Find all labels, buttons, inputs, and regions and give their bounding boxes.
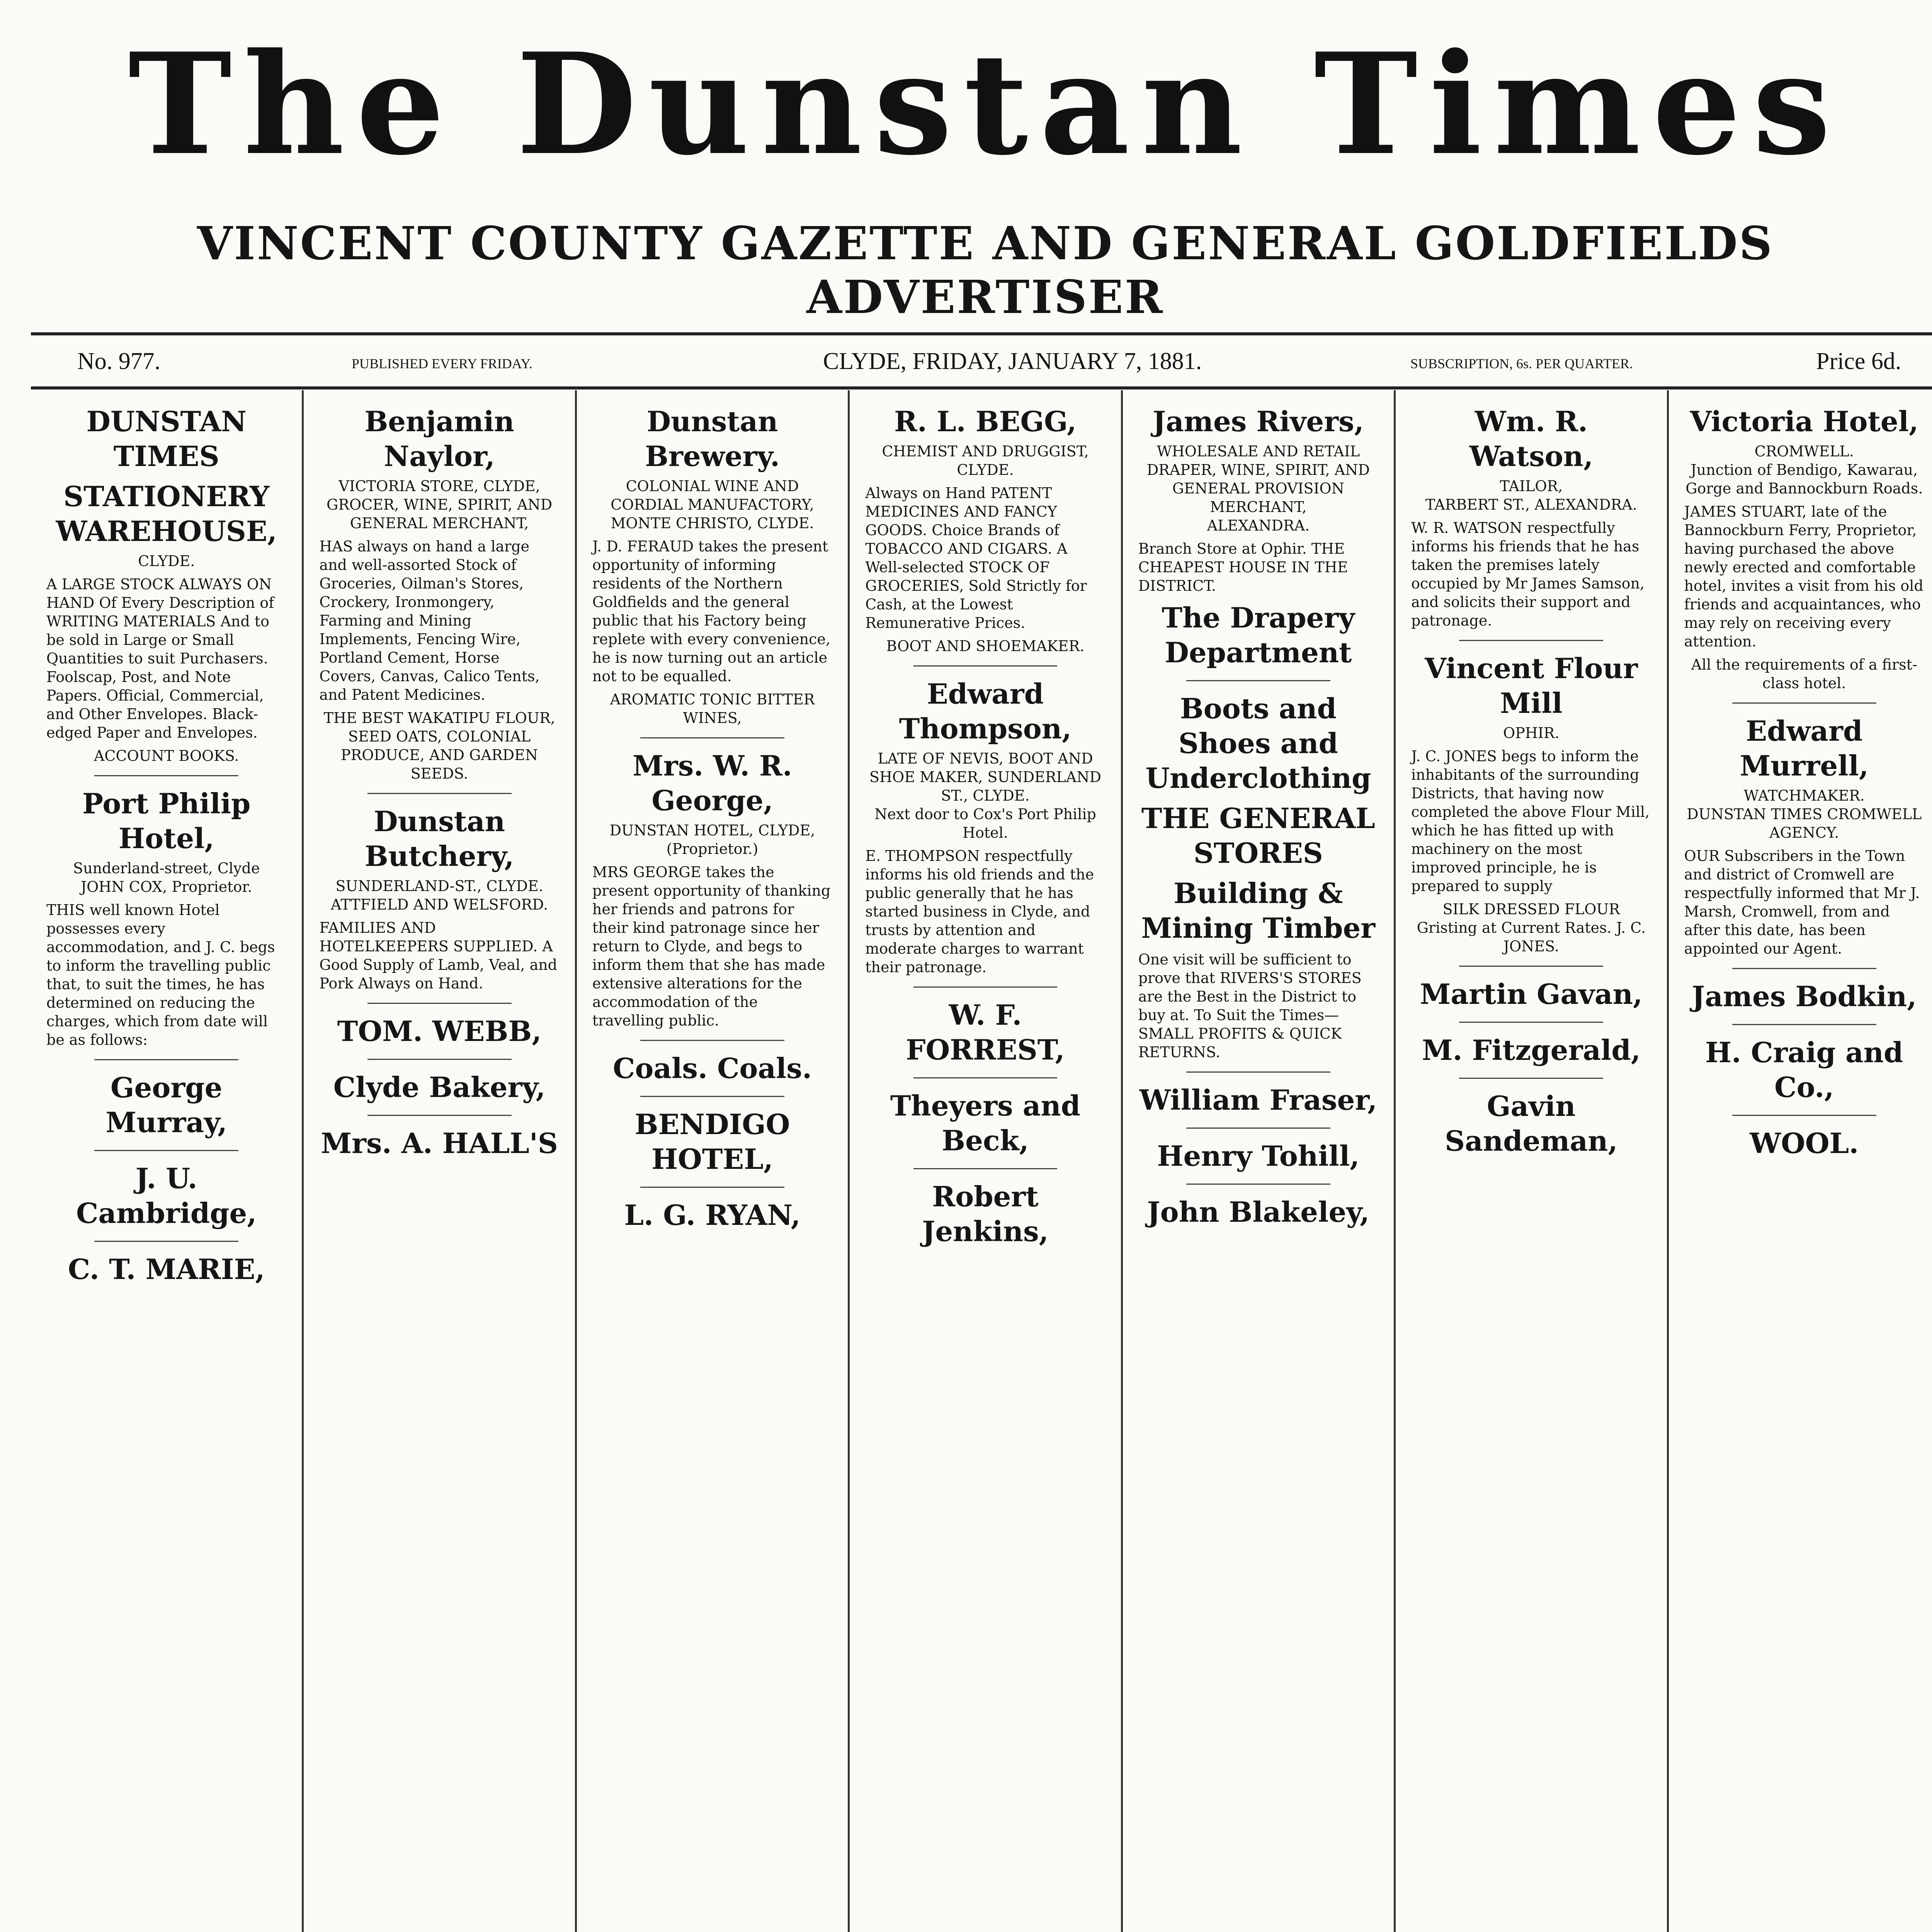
ad-heading: H. Craig and Co., [1705, 1036, 1903, 1104]
ad-subheading: GROCER, WINE, SPIRIT, AND GENERAL MERCHANT, [327, 496, 553, 532]
ad-heading: Dunstan Brewery. [645, 405, 780, 473]
column-divider [367, 1115, 512, 1116]
ad-subheading: BOOT AND SHOEMAKER. [886, 638, 1085, 655]
ad-body: A LARGE STOCK ALWAYS ON HAND Of Every Description of WRITING MATERIALS And to be sold in Large or Small Quantities to suit Purchasers. Foolscap, Post, and Note Papers. Official, Commercial, and Other Envelopes. Black-edged Paper and Envelopes. [46, 576, 274, 741]
ad-body: MRS GEORGE takes the present opportunity of thanking her friends and patrons for their kind patronage since her return to Clyde, and begs to inform them that she has made extensive alterations for the accommodation of the travelling public. [592, 864, 831, 1029]
ad-heading: James Rivers, [1153, 405, 1364, 438]
ad-subheading: VICTORIA STORE, CLYDE, [338, 478, 540, 495]
ad-subheading: Junction of Bendigo, Kawarau, Gorge and Bannockburn Roads. [1685, 461, 1923, 497]
ad-body: Always on Hand PATENT MEDICINES AND FANCY GOODS. Choice Brands of TOBACCO AND CIGARS. A Well-selected STOCK OF GROCERIES, Sold Strictly for Cash, at the Lowest Remunerative Prices. [865, 485, 1087, 631]
column-7 [1669, 390, 1932, 1932]
ad-subheading: LATE OF NEVIS, BOOT AND SHOE MAKER, SUNDERLAND ST., CLYDE. [869, 750, 1101, 804]
column-3 [577, 390, 850, 1932]
ad-subheading: THE BEST WAKATIPU FLOUR, SEED OATS, COLONIAL PRODUCE, AND GARDEN SEEDS. [323, 709, 555, 782]
ad-subheading: TARBERT ST., ALEXANDRA. [1425, 496, 1637, 513]
ad-heading: Victoria Hotel, [1690, 405, 1919, 438]
column-divider [94, 1059, 238, 1060]
ad-heading: STATIONERY WAREHOUSE, [56, 480, 277, 548]
ad-heading: James Bodkin, [1692, 980, 1917, 1013]
column-divider [1732, 1024, 1876, 1025]
dateline-rule [31, 386, 1932, 389]
issue-price: Price 6d. [1816, 348, 1901, 374]
ad-body: J. C. JONES begs to inform the inhabitants of the surrounding Districts, that having now completed the above Flour Mill, which he has fitted up with machinery on the most improved principle, he is prepared to supply [1411, 748, 1650, 895]
ad-subheading: ALEXANDRA. [1207, 517, 1310, 534]
ad-heading: George Murray, [105, 1071, 227, 1139]
ad-heading: Martin Gavan, [1420, 978, 1643, 1010]
ad-subheading: ACCOUNT BOOKS. [94, 747, 239, 764]
column-divider [94, 775, 238, 776]
column-6 [1396, 390, 1668, 1932]
ad-subheading: Gristing at Current Rates. J. C. JONES. [1417, 919, 1646, 955]
ad-heading: William Fraser, [1139, 1083, 1378, 1116]
ad-subheading: Next door to Cox's Port Philip Hotel. [874, 806, 1096, 841]
column-divider [1459, 966, 1603, 967]
ad-body: Branch Store at Ophir. THE CHEAPEST HOUSE IN THE DISTRICT. [1138, 540, 1348, 594]
column-5 [1123, 390, 1396, 1932]
ad-subheading: CROMWELL. [1754, 443, 1854, 460]
ad-heading: Theyers and Beck, [890, 1089, 1081, 1157]
ad-heading: L. G. RYAN, [624, 1199, 801, 1231]
ad-heading: THE GENERAL STORES [1141, 802, 1375, 869]
column-1 [31, 390, 304, 1932]
column-divider [367, 1059, 512, 1060]
ad-heading: W. F. FORREST, [906, 998, 1065, 1066]
ad-heading: WOOL. [1750, 1127, 1859, 1160]
ad-subheading: WATCHMAKER. [1743, 787, 1865, 804]
column-divider [367, 793, 512, 794]
ad-subheading: CHEMIST AND DRUGGIST, [882, 443, 1089, 460]
column-divider [913, 665, 1058, 667]
ad-heading: BENDIGO HOTEL, [634, 1108, 790, 1175]
column-divider [640, 1040, 784, 1041]
column-divider [1186, 1128, 1330, 1129]
ad-subheading: ATTFIELD AND WELSFORD. [330, 896, 548, 913]
ad-subheading: OPHIR. [1503, 724, 1560, 742]
ad-body: E. THOMPSON respectfully informs his old friends and the public generally that he has started business in Clyde, and trusts by attention and moderate charges to warrant their patronage. [865, 847, 1094, 976]
issue-number: No. 977. [77, 348, 161, 374]
ad-body: One visit will be sufficient to prove that RIVERS'S STORES are the Best in the District to buy at. To Suit the Times— SMALL PROFITS & QUICK RETURNS. [1138, 951, 1362, 1061]
ad-heading: John Blakeley, [1147, 1196, 1370, 1228]
ad-heading: Robert Jenkins, [922, 1180, 1049, 1248]
ad-heading: J. U. Cambridge, [76, 1162, 257, 1230]
ad-body: FAMILIES AND HOTELKEEPERS SUPPLIED. A Good Supply of Lamb, Veal, and Pork Always on Hand. [319, 919, 558, 992]
column-divider [1186, 1184, 1330, 1185]
column-divider [1186, 680, 1330, 681]
ad-subheading: MONTE CHRISTO, CLYDE. [611, 515, 814, 532]
ad-heading: Edward Thompson, [899, 677, 1072, 745]
ad-heading: C. T. MARIE, [68, 1253, 265, 1286]
column-divider [640, 737, 784, 738]
ad-heading: Clyde Bakery, [333, 1071, 546, 1104]
ad-heading: Henry Tohill, [1157, 1139, 1360, 1172]
ad-subheading: CLYDE. [957, 461, 1014, 478]
column-divider [1186, 1071, 1330, 1073]
masthead-title: The Dunstan Times [128, 22, 1843, 186]
ad-heading: Edward Murrell, [1740, 714, 1869, 782]
ad-subheading: CLYDE. [138, 553, 195, 570]
column-divider [367, 1003, 512, 1004]
ad-heading: DUNSTAN TIMES [86, 405, 247, 473]
ad-heading: Wm. R. Watson, [1469, 405, 1594, 473]
ad-subheading: (Proprietor.) [666, 840, 759, 857]
dateline [31, 348, 1932, 390]
top-rule [31, 332, 1932, 335]
column-divider [640, 1187, 784, 1188]
ad-body: W. R. WATSON respectfully informs his friends that he has taken the premises lately occupied by Mr James Samson, and solicits their support and patronage. [1411, 519, 1645, 629]
column-4 [850, 390, 1122, 1932]
column-divider [1732, 968, 1876, 969]
ad-heading: Mrs. W. R. George, [633, 749, 793, 817]
ad-subheading: WHOLESALE AND RETAIL DRAPER, WINE, SPIRIT, AND GENERAL PROVISION MERCHANT, [1146, 443, 1370, 515]
ad-heading: Mrs. A. HALL'S [321, 1127, 558, 1160]
ad-heading: Gavin Sandeman, [1445, 1090, 1618, 1157]
column-divider [1459, 1022, 1603, 1023]
column-divider [913, 1077, 1058, 1078]
ad-heading: TOM. WEBB, [337, 1015, 542, 1048]
ad-heading: Boots and Shoes and Underclothing [1145, 692, 1371, 794]
ad-heading: Port Philip Hotel, [82, 787, 251, 855]
column-divider [1732, 702, 1876, 704]
publication-frequency: PUBLISHED EVERY FRIDAY. [352, 356, 532, 371]
column-divider [94, 1241, 238, 1242]
subscription-rate: SUBSCRIPTION, 6s. PER QUARTER. [1410, 356, 1633, 371]
ad-heading: M. Fitzgerald, [1422, 1034, 1641, 1066]
ad-body: THIS well known Hotel possesses every accommodation, and J. C. begs to inform the travelling public that, to suit the times, he has determined on reducing the charges, which from date will be as follows: [46, 901, 275, 1048]
column-divider [1459, 640, 1603, 641]
ad-subheading: JOHN COX, Proprietor. [80, 878, 252, 895]
ad-subheading: SUNDERLAND-ST., CLYDE. [335, 878, 543, 895]
ad-body: OUR Subscribers in the Town and district of Cromwell are respectfully informed that Mr J. Marsh, Cromwell, from and after this date, has been appointed our Agent. [1684, 847, 1920, 957]
ad-subheading: DUNSTAN TIMES CROMWELL AGENCY. [1687, 806, 1922, 841]
column-divider [1459, 1078, 1603, 1079]
column-divider [913, 1168, 1058, 1169]
ad-subheading: DUNSTAN HOTEL, CLYDE, [609, 822, 815, 839]
advertisement-columns [31, 390, 1932, 1932]
ad-heading: Dunstan Butchery, [364, 805, 514, 872]
column-2 [304, 390, 577, 1932]
column-divider [640, 1096, 784, 1097]
ad-heading: Benjamin Naylor, [364, 405, 514, 473]
ad-subheading: AROMATIC TONIC BITTER WINES, [610, 691, 815, 726]
ad-heading: R. L. BEGG, [894, 405, 1077, 438]
ad-body: J. D. FERAUD takes the present opportunity of informing residents of the Northern Goldfields and the general public that his Factory being replete with every convenience, he is now turning out an article not to be equalled. [592, 538, 830, 685]
ad-subheading: TAILOR, [1500, 478, 1563, 495]
column-divider [94, 1150, 238, 1151]
column-divider [913, 986, 1058, 988]
ad-subheading: All the requirements of a first-class hotel. [1691, 656, 1917, 692]
ad-subheading: Sunderland-street, Clyde [73, 860, 260, 877]
ad-heading: Coals. Coals. [613, 1052, 812, 1085]
ad-heading: Building & Mining Timber [1141, 877, 1376, 944]
issue-date: CLYDE, FRIDAY, JANUARY 7, 1881. [823, 348, 1202, 374]
ad-body: JAMES STUART, late of the Bannockburn Ferry, Proprietor, having purchased the above newly erected and comfortable hotel, invites a visit from his old friends and acquaintances, who may rely on receiving every attention. [1684, 503, 1923, 650]
column-divider [1732, 1115, 1876, 1116]
masthead-subtitle: VINCENT COUNTY GAZETTE AND GENERAL GOLDFIELDS ADVERTISER [197, 216, 1774, 324]
ad-body: HAS always on hand a large and well-assorted Stock of Groceries, Oilman's Stores, Crockery, Ironmongery, Farming and Mining Implements, Fencing Wire, Portland Cement, Horse Covers, Canvas, Calico Tents, and Patent Medicines. [319, 538, 540, 703]
ad-subheading: COLONIAL WINE AND CORDIAL MANUFACTORY, [611, 478, 814, 513]
ad-heading: Vincent Flour Mill [1425, 652, 1638, 719]
ad-subheading: SILK DRESSED FLOUR [1442, 901, 1620, 918]
ad-heading: The Drapery Department [1162, 601, 1355, 669]
